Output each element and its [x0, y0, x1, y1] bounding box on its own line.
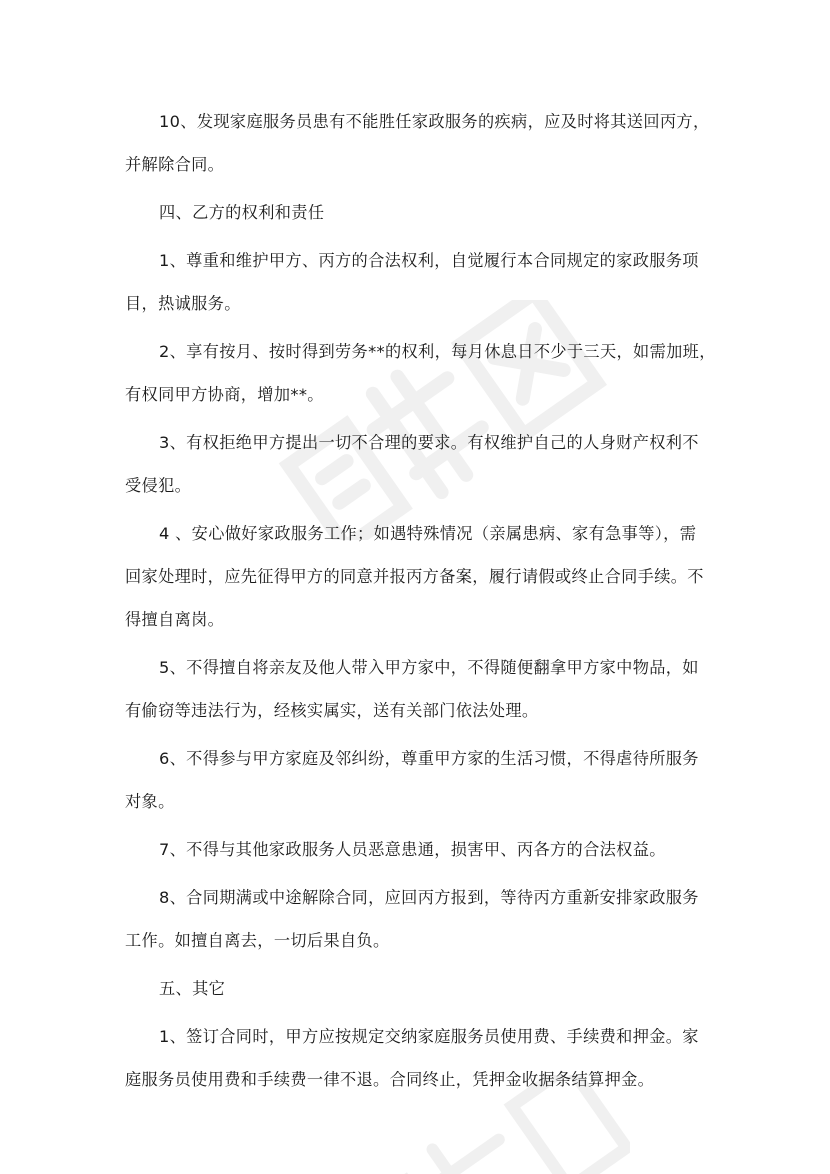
- text-line: 四、乙方的权利和责任: [159, 203, 325, 222]
- text-line: 回家处理时，应先征得甲方的同意并报丙方备案，履行请假或终止合同手续。不: [125, 567, 704, 586]
- text-line: 五、其它: [159, 979, 226, 998]
- text-line: 有偷窃等违法行为，经核实属实，送有关部门依法处理。: [125, 701, 539, 720]
- text-line: 目，热诚服务。: [125, 294, 241, 313]
- text-line: 得擅自离岗。: [125, 610, 225, 629]
- text-line: 对象。: [125, 792, 175, 811]
- text-line: 3、有权拒绝甲方提出一切不合理的要求。有权维护自己的人身财产权利不: [159, 433, 699, 452]
- text-line: 8、合同期满或中途解除合同，应回丙方报到，等待丙方重新安排家政服务: [159, 888, 699, 907]
- text-line: 受侵犯。: [125, 476, 192, 495]
- text-line: 5、不得擅自将亲友及他人带入甲方家中，不得随便翻拿甲方家中物品，如: [159, 658, 699, 677]
- text-line: 庭服务员使用费和手续费一律不退。合同终止，凭押金收据条结算押金。: [125, 1070, 655, 1089]
- text-line: 1、签订合同时，甲方应按规定交纳家庭服务员使用费、手续费和押金。家: [159, 1027, 699, 1046]
- document-body: [125, 100, 716, 1101]
- text-line: 工作。如擅自离去，一切后果自负。: [125, 931, 390, 950]
- text-line: 并解除合同。: [125, 155, 225, 174]
- text-line: 10、发现家庭服务员患有不能胜任家政服务的疾病，应及时将其送回丙方，: [159, 112, 710, 131]
- text-line: 7、不得与其他家政服务人员恶意患通，损害甲、丙各方的合法权益。: [159, 840, 666, 859]
- text-line: 有权同甲方协商，增加**。: [125, 385, 324, 404]
- text-line: 1、尊重和维护甲方、丙方的合法权利，自觉履行本合同规定的家政服务项: [159, 251, 699, 270]
- text-line: 4 、安心做好家政服务工作；如遇特殊情况（亲属患病、家有急事等），需: [159, 524, 697, 543]
- text-line: 6、不得参与甲方家庭及邻纠纷，尊重甲方家的生活习惯，不得虐待所服务: [159, 749, 699, 768]
- text-line: 2、享有按月、按时得到劳务**的权利，每月休息日不少于三天，如需加班，: [159, 342, 716, 361]
